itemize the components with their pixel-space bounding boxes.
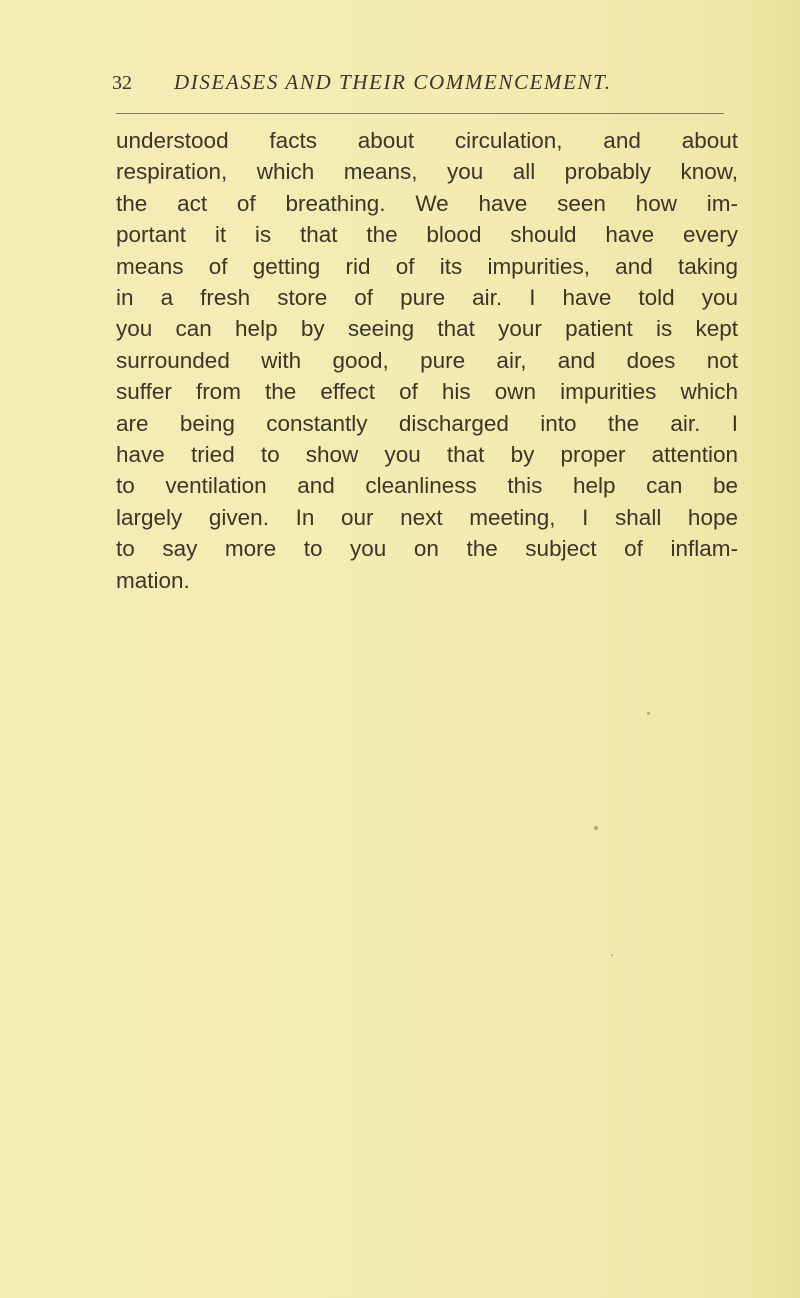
text-line: mation. <box>116 567 190 593</box>
page-number: 32 <box>112 72 132 94</box>
running-head: DISEASES AND THEIR COMMENCEMENT. <box>174 70 612 94</box>
text-line: understood facts about circulation, and about <box>116 128 738 153</box>
text-line: the act of breathing. We have seen how im- <box>116 190 738 216</box>
text-line: in a fresh store of pure air. I have told you <box>116 285 738 311</box>
paper-speck <box>647 712 650 715</box>
text-line: you can help by seeing that your patient is kept <box>116 316 738 342</box>
text-line: to say more to you on the subject of inflam- <box>116 536 738 562</box>
text-line: means of getting rid of its impurities, and taking <box>116 253 738 279</box>
paper-speck <box>611 954 613 956</box>
body-paragraph <box>116 125 738 596</box>
paper-speck <box>594 826 598 830</box>
header-rule <box>116 113 724 114</box>
text-line: respiration, which means, you all probably know, <box>116 159 738 185</box>
text-line: have tried to show you that by proper attention <box>116 442 738 468</box>
page-header <box>112 70 732 106</box>
text-line: largely given. In our next meeting, I shall hope <box>116 504 738 530</box>
text-line: suffer from the effect of his own impurities which <box>116 379 738 405</box>
text-line: portant it is that the blood should have every <box>116 222 738 248</box>
text-line: to ventilation and cleanliness this help can be <box>116 473 738 499</box>
text-line: are being constantly discharged into the air. I <box>116 410 738 436</box>
text-line: surrounded with good, pure air, and does not <box>116 347 738 373</box>
